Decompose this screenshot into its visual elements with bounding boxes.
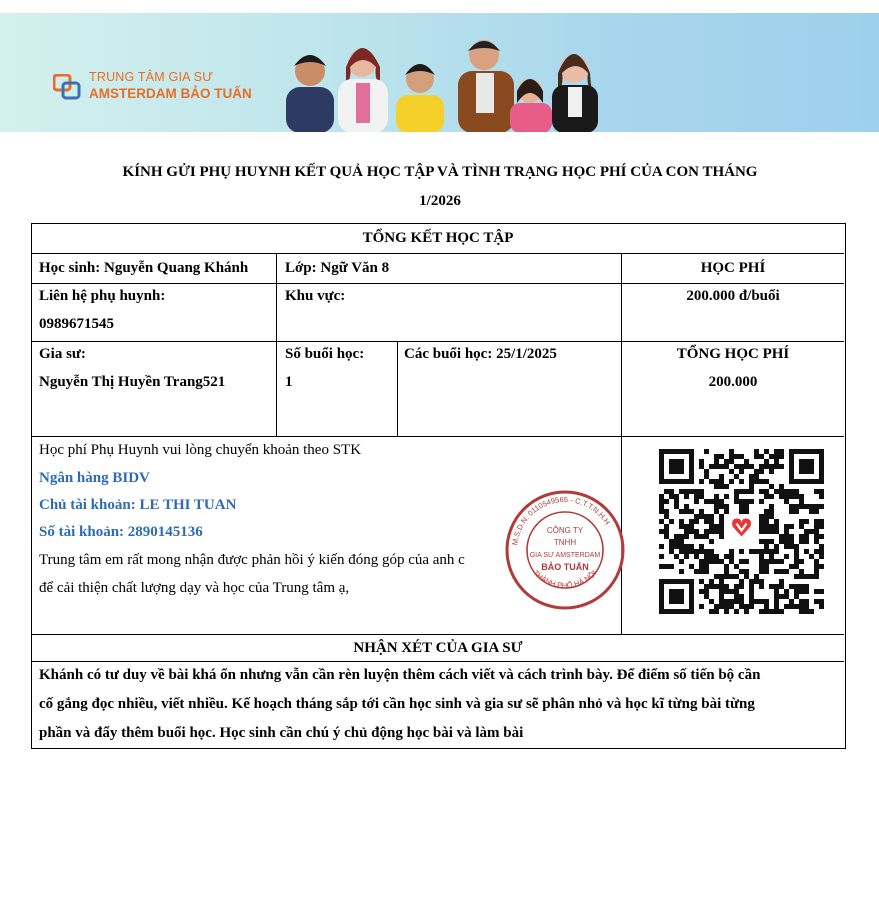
family-photo: [272, 33, 612, 132]
svg-text:THÀNH PHỐ HÀ NỘI: THÀNH PHỐ HÀ NỘI: [531, 568, 599, 590]
tutor-comment-header: NHẬN XÉT CỦA GIA SƯ: [353, 640, 523, 656]
title-line1: KÍNH GỬI PHỤ HUYNH KẾT QUẢ HỌC TẬP VÀ TÌNH TRẠNG HỌC PHÍ CỦA CON THÁNG: [122, 164, 758, 180]
feedback-line1: Trung tâm em rất mong nhận được phản hồi ý kiến đóng góp của anh c: [39, 552, 465, 568]
parent-contact-label: Liên hệ phụ huynh:: [39, 288, 166, 304]
parent-phone: 0989671545: [39, 316, 114, 332]
feedback-line2: để cải thiện chất lượng dạy và học của Trung tâm ạ,: [39, 580, 350, 596]
svg-text:M.S.D.N: 0110549565 - C.T.T.N.: M.S.D.N: 0110549565 - C.T.T.N.H.H: [510, 494, 612, 546]
logo-icon: [53, 74, 81, 100]
svg-text:BẢO TUẤN: BẢO TUẤN: [541, 562, 589, 572]
page-title: [60, 158, 820, 216]
sessions-value: 1: [285, 374, 293, 390]
logo-text-line1: TRUNG TÂM GIA SƯ: [89, 70, 214, 84]
svg-text:TNHH: TNHH: [553, 538, 577, 547]
comment-line2: cố gắng đọc nhiều, viết nhiều. Kế hoạch tháng sắp tới cần học sinh và gia sư sẽ phân nhỏ và học kĩ từng bài từng: [39, 696, 755, 712]
header-banner: [0, 13, 879, 132]
title-line2: 1/2026: [419, 193, 461, 209]
total-fee-label: TỔNG HỌC PHÍ: [676, 346, 790, 362]
sessions-label: Số buổi học:: [285, 346, 365, 362]
fee-value: 200.000 đ/buổi: [686, 288, 780, 304]
summary-header: TỔNG KẾT HỌC TẬP: [362, 230, 514, 246]
student-name: Học sinh: Nguyễn Quang Khánh: [39, 260, 249, 276]
payment-instruction: Học phí Phụ Huynh vui lòng chuyển khoản theo STK: [39, 442, 362, 458]
comment-line3: phần và đẩy thêm buổi học. Học sinh cần chú ý chủ động học bài và làm bài: [39, 725, 524, 741]
svg-text:GIA SƯ AMSTERDAM: GIA SƯ AMSTERDAM: [529, 552, 601, 559]
area-label: Khu vực:: [285, 288, 346, 304]
account-holder: Chủ tài khoản: LE THI TUAN: [39, 497, 237, 513]
company-stamp: [504, 489, 626, 611]
column-divider: [276, 253, 277, 436]
account-number: Số tài khoản: 2890145136: [39, 524, 203, 540]
session-dates: Các buổi học: 25/1/2025: [404, 346, 557, 362]
bank-name: Ngân hàng BIDV: [39, 470, 150, 486]
total-fee-value: 200.000: [708, 374, 758, 390]
class-name: Lớp: Ngữ Văn 8: [285, 260, 390, 276]
fee-header: HỌC PHÍ: [700, 260, 766, 276]
tutor-label: Gia sư:: [39, 346, 86, 362]
qr-code[interactable]: [654, 444, 824, 616]
svg-text:CÔNG TY: CÔNG TY: [546, 526, 584, 535]
report-table: [31, 223, 846, 749]
logo-text-line2: AMSTERDAM BẢO TUẤN: [89, 86, 252, 101]
column-divider: [397, 341, 398, 436]
comment-line1: Khánh có tư duy về bài khá ổn nhưng vẫn cần rèn luyện thêm cách viết và cách trình bày. Để điểm số tiến bộ cần: [39, 667, 761, 683]
tutor-name: Nguyễn Thị Huyền Trang521: [39, 374, 226, 390]
